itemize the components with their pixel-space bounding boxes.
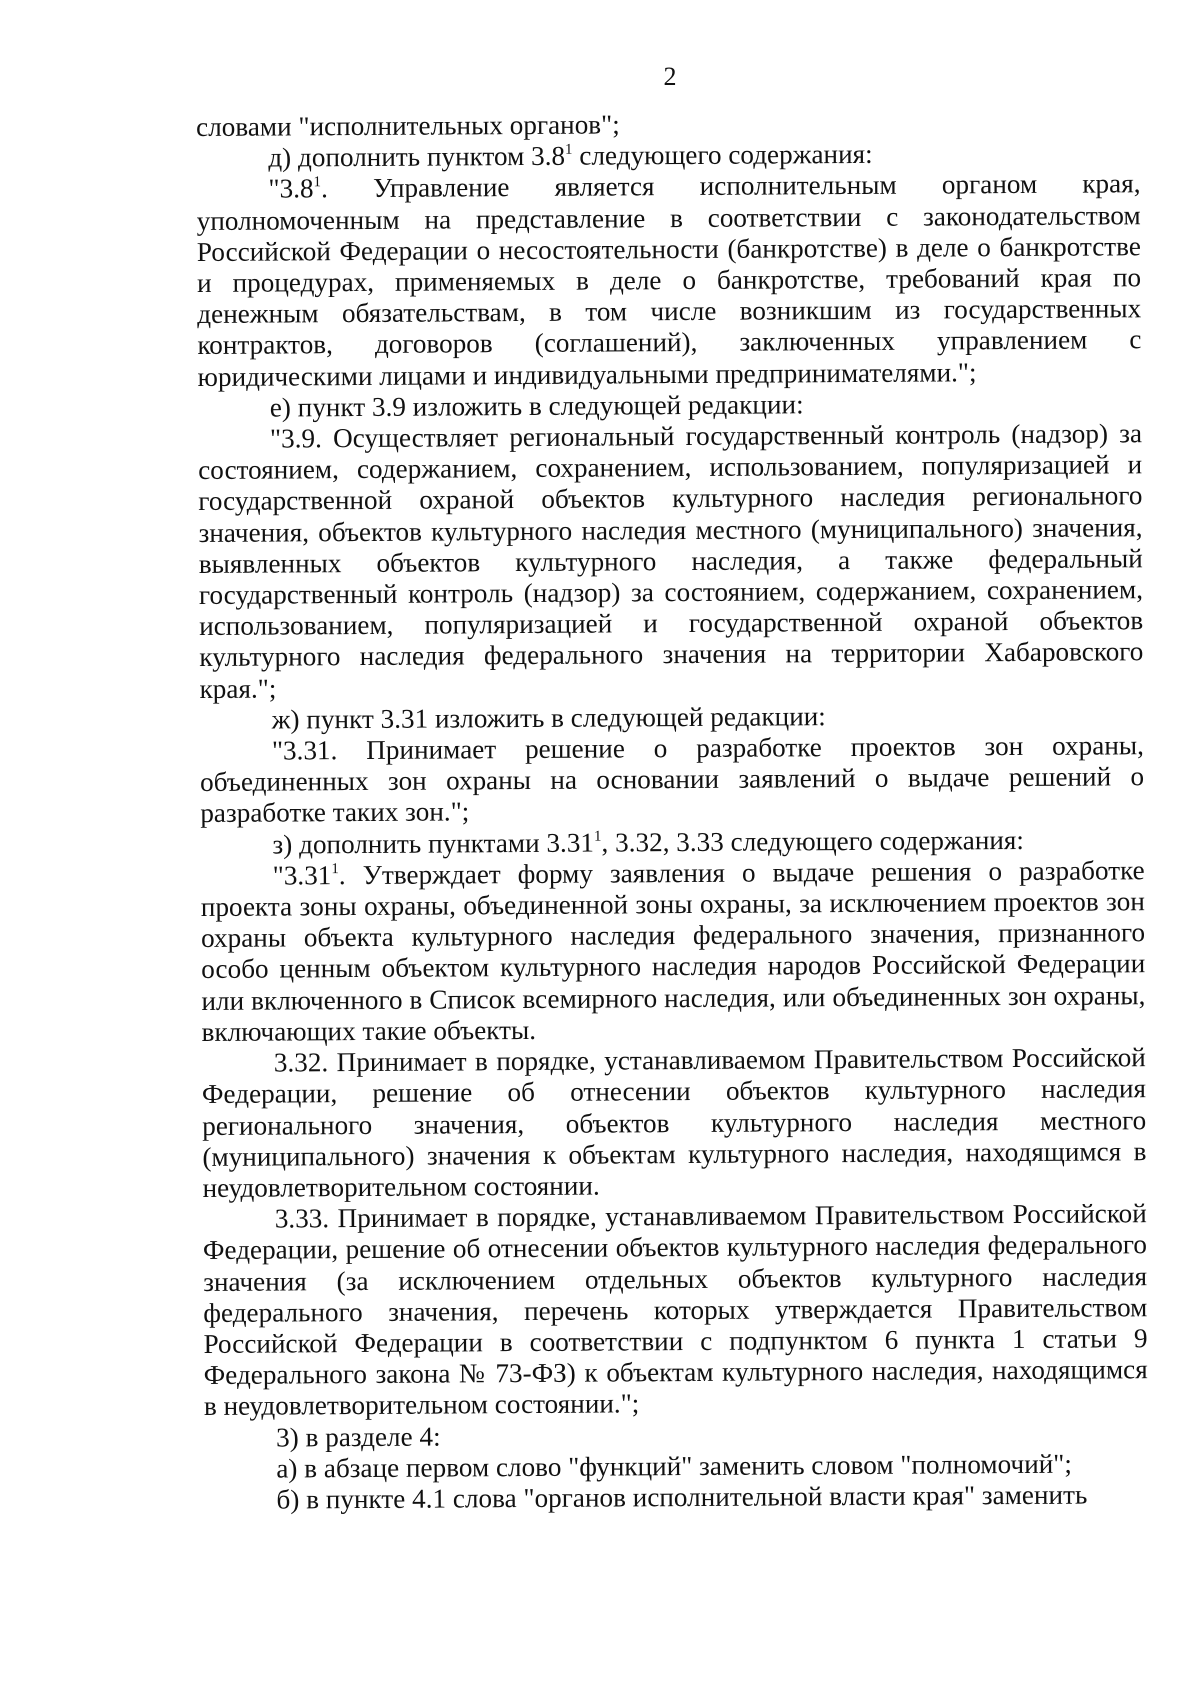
paragraph-text: "3.9. Осуществляет региональный государственный контроль (надзор) за состоянием, содержанием, сохранением, использованием, популяризацией и государственной охраной объектов культурного наследия регионального значения, объектов культурного наследия местного (муниципального) значения, выявленных объектов культурного наследия, а также федеральный государственный контроль (надзор) за состоянием, содержанием, сохранением, использованием, популяризацией и государственной охраной объектов культурного наследия федерального значения на территории Хабаровского края."; [198, 418, 1144, 704]
paragraph [203, 1198, 1148, 1422]
page-number: 2 [663, 62, 677, 91]
paragraph-text: 3.33. Принимает в порядке, устанавливаемом Правительством Российской Федерации, решение об отнесении объектов культурного наследия федерального значения (за исключением отдельных объектов культурного наследия федерального значения, перечень которых утверждается Правительством Российской Федерации в соответствии с подпунктом 6 пункта 1 статьи 9 Федерального закона № 73-ФЗ) к объектам культурного наследия, находящимся в неудовлетворительном состоянии."; [202, 1198, 1148, 1422]
paragraph-text: . Утверждает форму заявления о выдаче решения о разработке проекта зоны охраны, объединенной зоны охраны, за исключением проектов зон охраны объекта культурного наследия федерального значения, признанного особо ценным объектом культурного наследия народов Российской Федерации или включенного в Список всемирного наследия, или объединенных зон охраны, включающих такие объекты. [200, 855, 1146, 1047]
paragraph-text: . Управление является исполнительным органом края, уполномоченным на представление в соответствии с законодательством Российской Федерации о несостоятельности (банкротстве) в деле о банкротстве и процедурах, применяемых в деле о банкротстве, требований края по денежным обязательствам, в том числе возникшим из государственных контрактов, договоров (соглашений), заключенных управлением с юридическими лицами и индивидуальными предпринимателями."; [196, 168, 1142, 392]
paragraph-text: , 3.32, 3.33 следующего содержания: [601, 824, 1025, 858]
document-body [196, 106, 1149, 1516]
paragraph-text: д) дополнить пунктом 3.8 [268, 140, 566, 173]
paragraph-text: е) пункт 3.9 изложить в следующей редакции: [269, 389, 804, 423]
superscript: 1 [564, 141, 573, 158]
superscript: 1 [313, 174, 322, 191]
paragraph-text: б) в пункте 4.1 слова "органов исполнительной власти края" заменить [276, 1479, 1088, 1515]
paragraph-text: а) в абзаце первом слово "функций" заменить словом "полномочий"; [276, 1448, 1072, 1484]
paragraph-text: словами "исполнительных органов"; [196, 109, 620, 142]
paragraph-text: з) дополнить пунктами 3.31 [272, 827, 595, 860]
paragraph [198, 418, 1144, 705]
paragraph-text: "3.31. Принимает решение о разработке проектов зон охраны, объединенных зон охраны на основании заявлений о выдаче решений о разработке таких зон."; [200, 730, 1145, 829]
paragraph-text: "3.31 [272, 860, 332, 891]
paragraph [204, 1479, 1148, 1516]
paragraph-text: 3.32. Принимает в порядке, устанавливаемом Правительством Российской Федерации, решение об отнесении объектов культурного наследия регионального значения, объектов культурного наследия местного (муниципального) значения к объектам культурного наследия, находящимся в неудовлетворительном состоянии. [201, 1042, 1147, 1203]
superscript: 1 [593, 828, 602, 845]
paragraph-text: следующего содержания: [572, 139, 873, 171]
paragraph [200, 730, 1145, 829]
paragraph [196, 169, 1141, 393]
paragraph-text: ж) пункт 3.31 изложить в следующей редакции: [271, 701, 826, 735]
superscript: 1 [331, 861, 339, 878]
paragraph [202, 1042, 1147, 1204]
paragraph-text: "3.8 [268, 173, 314, 204]
paragraph [201, 855, 1146, 1048]
paragraph-text: 3) в разделе 4: [276, 1421, 441, 1453]
